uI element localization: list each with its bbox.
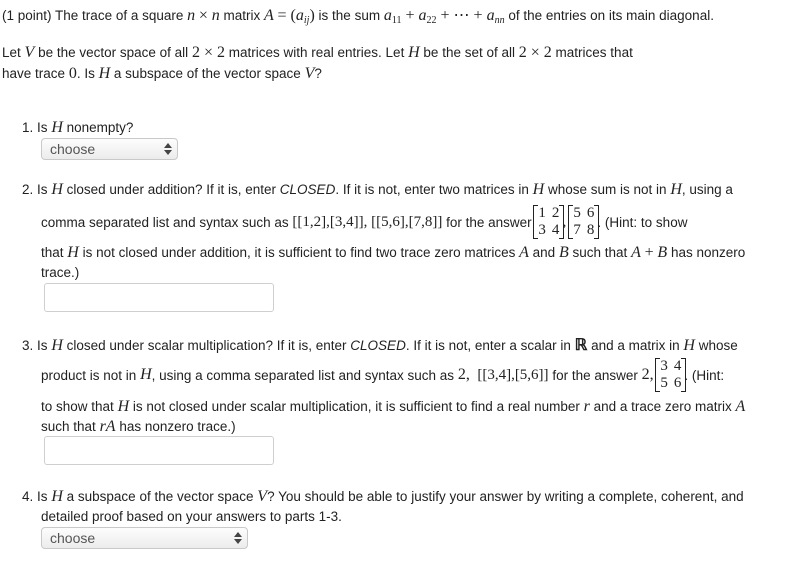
question-2-line3: that H is not closed under addition, it is sufficient to find two trace zero matrices A and B such that A + B has nonzero (41, 244, 746, 261)
points-label: (1 point) (2, 8, 52, 23)
q1-select-value: choose (50, 141, 96, 157)
q2-answer-input[interactable] (44, 283, 274, 312)
select-arrows-icon (234, 532, 242, 544)
question-3-line3: to show that H is not closed under scalar multiplication, it is sufficient to find a real number r and a trace zero matrix A (41, 398, 746, 415)
question-4-line2: detailed proof based on your answers to parts 1-3. (41, 509, 342, 524)
question-2-line4: trace.) (41, 265, 80, 280)
intro-definition: (1 point) The trace of a square n × n matrix $A = (a_{ij})$ is the sum $a_{11} + a_{22}$ + ⋯ + $a_{nn}$ of the entries on its main diagonal. (2, 7, 714, 26)
intro-paragraph-line2: have trace 0. Is H a subspace of the vector space V? (2, 65, 322, 82)
example-matrix-3: 3 4 5 6 (657, 358, 684, 392)
q4-choose-select[interactable] (41, 527, 248, 549)
question-4-line1: 4. Is H a subspace of the vector space V? You should be able to justify your answer by writing a complete, coherent, and (22, 488, 744, 505)
select-arrows-icon (164, 143, 172, 155)
intro-paragraph-line1: Let V be the vector space of all 2 × 2 matrices with real entries. Let H be the set of all 2 × 2 matrices that (2, 44, 633, 61)
q1-choose-select[interactable] (41, 138, 178, 160)
question-2-line2: comma separated list and syntax such as [[1,2],[3,4]], [[5,6],[7,8]] for the answer 1 2 3 4 , 5 6 7 8 . (Hint: to show (41, 205, 688, 238)
q3-answer-input[interactable] (44, 436, 274, 465)
question-3-line2: product is not in H , using a comma separated list and syntax such as 2, [[3,4],[5,6]] for the answer 2, 3 4 5 6 . (Hint: (41, 358, 725, 391)
example-matrix-2: 5 6 7 8 (570, 205, 597, 239)
question-3-line4: such that rA has nonzero trace.) (41, 418, 236, 435)
question-2-line1: 2. Is H closed under addition? If it is, enter CLOSED. If it is not, enter two matrices in H whose sum is not in H, using a (22, 181, 733, 198)
question-1: 1. Is H nonempty? (22, 119, 134, 136)
question-3-line1: 3. Is H closed under scalar multiplication? If it is, enter CLOSED. If it is not, enter a scalar in ℝ and a matrix in H whose (22, 337, 738, 354)
example-matrix-1: 1 2 3 4 (535, 205, 562, 239)
q4-select-value: choose (50, 530, 96, 546)
